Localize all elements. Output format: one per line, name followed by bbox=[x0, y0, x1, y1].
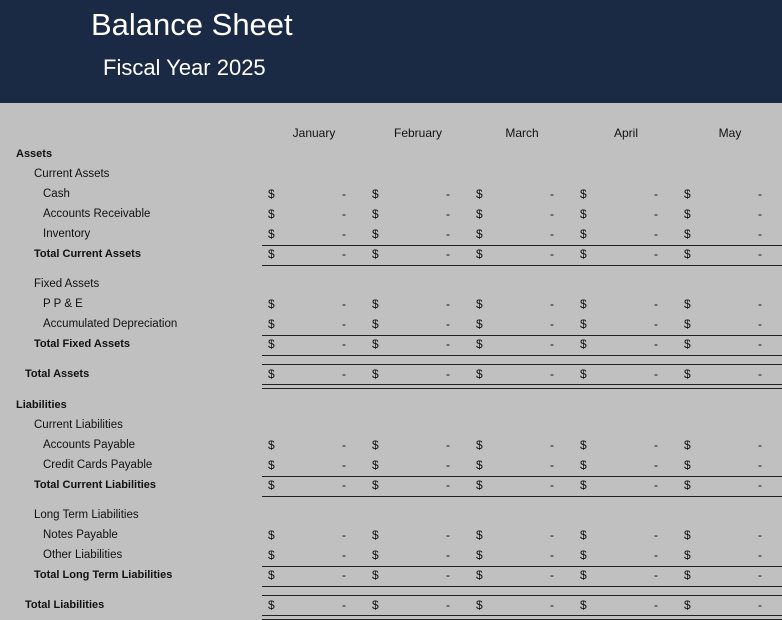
currency-symbol: $ bbox=[684, 528, 691, 542]
table-row bbox=[0, 245, 782, 265]
table-row bbox=[0, 476, 782, 496]
cell-value: - bbox=[758, 438, 762, 452]
currency-symbol: $ bbox=[684, 478, 691, 492]
cell-value: - bbox=[550, 438, 554, 452]
cell-value: - bbox=[758, 317, 762, 331]
row-label: Fixed Assets bbox=[34, 278, 100, 290]
table-row bbox=[0, 526, 782, 546]
table-row bbox=[0, 436, 782, 456]
table-row bbox=[0, 185, 782, 205]
currency-symbol: $ bbox=[580, 247, 587, 261]
row-label: Total Liabilities bbox=[25, 599, 105, 611]
month-header-may: May bbox=[718, 126, 742, 140]
total-rule bbox=[262, 586, 782, 587]
cell-value: - bbox=[342, 478, 346, 492]
currency-symbol: $ bbox=[268, 528, 275, 542]
cell-value: - bbox=[446, 548, 450, 562]
currency-symbol: $ bbox=[684, 438, 691, 452]
cell-value: - bbox=[446, 528, 450, 542]
currency-symbol: $ bbox=[268, 548, 275, 562]
cell-value: - bbox=[446, 337, 450, 351]
cell-value: - bbox=[654, 478, 658, 492]
cell-value: - bbox=[654, 187, 658, 201]
row-label: Current Liabilities bbox=[34, 419, 123, 431]
row-label: Total Current Assets bbox=[34, 248, 141, 260]
currency-symbol: $ bbox=[268, 317, 275, 331]
currency-symbol: $ bbox=[476, 458, 483, 472]
currency-symbol: $ bbox=[684, 227, 691, 241]
currency-symbol: $ bbox=[372, 548, 379, 562]
currency-symbol: $ bbox=[268, 337, 275, 351]
cell-value: - bbox=[342, 568, 346, 582]
currency-symbol: $ bbox=[476, 207, 483, 221]
month-header-march: March bbox=[505, 126, 539, 140]
currency-symbol: $ bbox=[580, 367, 587, 381]
row-label: Cash bbox=[43, 188, 70, 200]
sheet-subtitle: Fiscal Year 2025 bbox=[103, 55, 266, 80]
cell-value: - bbox=[758, 568, 762, 582]
cell-value: - bbox=[758, 548, 762, 562]
table-row bbox=[0, 456, 782, 476]
row-label: Long Term Liabilities bbox=[34, 509, 139, 521]
cell-value: - bbox=[446, 438, 450, 452]
cell-value: - bbox=[342, 337, 346, 351]
currency-symbol: $ bbox=[268, 478, 275, 492]
month-header-january: January bbox=[292, 126, 336, 140]
cell-value: - bbox=[342, 297, 346, 311]
cell-value: - bbox=[758, 367, 762, 381]
cell-value: - bbox=[446, 458, 450, 472]
row-label: Liabilities bbox=[16, 399, 67, 411]
table-row bbox=[0, 566, 782, 586]
cell-value: - bbox=[758, 297, 762, 311]
currency-symbol: $ bbox=[372, 367, 379, 381]
cell-value: - bbox=[758, 227, 762, 241]
table-row bbox=[0, 165, 782, 185]
cell-value: - bbox=[654, 367, 658, 381]
cell-value: - bbox=[550, 337, 554, 351]
cell-value: - bbox=[550, 207, 554, 221]
cell-value: - bbox=[446, 207, 450, 221]
currency-symbol: $ bbox=[580, 528, 587, 542]
currency-symbol: $ bbox=[476, 317, 483, 331]
cell-value: - bbox=[342, 187, 346, 201]
cell-value: - bbox=[446, 568, 450, 582]
cell-value: - bbox=[550, 367, 554, 381]
table-row bbox=[0, 506, 782, 526]
cell-value: - bbox=[758, 458, 762, 472]
table-row bbox=[0, 596, 782, 616]
row-label: P P & E bbox=[43, 298, 83, 310]
currency-symbol: $ bbox=[268, 207, 275, 221]
table-row bbox=[0, 416, 782, 436]
currency-symbol: $ bbox=[268, 187, 275, 201]
currency-symbol: $ bbox=[476, 367, 483, 381]
total-rule bbox=[262, 496, 782, 497]
currency-symbol: $ bbox=[684, 207, 691, 221]
cell-value: - bbox=[654, 297, 658, 311]
currency-symbol: $ bbox=[372, 337, 379, 351]
currency-symbol: $ bbox=[268, 227, 275, 241]
currency-symbol: $ bbox=[268, 247, 275, 261]
row-label: Accounts Receivable bbox=[43, 208, 151, 220]
row-label: Total Long Term Liabilities bbox=[34, 569, 173, 581]
currency-symbol: $ bbox=[580, 317, 587, 331]
total-rule bbox=[262, 265, 782, 266]
row-label: Total Assets bbox=[25, 368, 90, 380]
row-label: Accounts Payable bbox=[43, 439, 136, 451]
currency-symbol: $ bbox=[476, 598, 483, 612]
currency-symbol: $ bbox=[580, 187, 587, 201]
cell-value: - bbox=[446, 598, 450, 612]
row-label: Assets bbox=[16, 148, 53, 160]
cell-value: - bbox=[654, 438, 658, 452]
cell-value: - bbox=[654, 548, 658, 562]
grand-total-top-rule bbox=[262, 364, 782, 365]
currency-symbol: $ bbox=[580, 458, 587, 472]
currency-symbol: $ bbox=[580, 297, 587, 311]
cell-value: - bbox=[550, 568, 554, 582]
cell-value: - bbox=[654, 227, 658, 241]
currency-symbol: $ bbox=[684, 548, 691, 562]
table-row bbox=[0, 365, 782, 385]
currency-symbol: $ bbox=[268, 598, 275, 612]
cell-value: - bbox=[654, 458, 658, 472]
balance-sheet-table bbox=[0, 103, 782, 618]
month-header-february: February bbox=[393, 126, 443, 140]
cell-value: - bbox=[342, 207, 346, 221]
row-label: Current Assets bbox=[34, 168, 110, 180]
currency-symbol: $ bbox=[684, 458, 691, 472]
row-label: Inventory bbox=[43, 228, 91, 240]
table-row bbox=[0, 225, 782, 245]
cell-value: - bbox=[446, 247, 450, 261]
currency-symbol: $ bbox=[372, 187, 379, 201]
currency-symbol: $ bbox=[476, 247, 483, 261]
currency-symbol: $ bbox=[372, 317, 379, 331]
cell-value: - bbox=[758, 337, 762, 351]
currency-symbol: $ bbox=[372, 478, 379, 492]
currency-symbol: $ bbox=[372, 568, 379, 582]
currency-symbol: $ bbox=[580, 568, 587, 582]
cell-value: - bbox=[446, 317, 450, 331]
cell-value: - bbox=[342, 458, 346, 472]
cell-value: - bbox=[550, 187, 554, 201]
currency-symbol: $ bbox=[372, 297, 379, 311]
cell-value: - bbox=[446, 227, 450, 241]
total-rule bbox=[262, 355, 782, 356]
table-row bbox=[0, 295, 782, 315]
currency-symbol: $ bbox=[476, 438, 483, 452]
currency-symbol: $ bbox=[684, 297, 691, 311]
cell-value: - bbox=[342, 367, 346, 381]
currency-symbol: $ bbox=[684, 568, 691, 582]
cell-value: - bbox=[654, 207, 658, 221]
currency-symbol: $ bbox=[580, 548, 587, 562]
cell-value: - bbox=[550, 548, 554, 562]
month-header-april: April bbox=[613, 126, 638, 140]
cell-value: - bbox=[342, 227, 346, 241]
cell-value: - bbox=[654, 568, 658, 582]
currency-symbol: $ bbox=[476, 548, 483, 562]
cell-value: - bbox=[446, 367, 450, 381]
currency-symbol: $ bbox=[372, 227, 379, 241]
currency-symbol: $ bbox=[372, 247, 379, 261]
currency-symbol: $ bbox=[476, 568, 483, 582]
sheet-title: Balance Sheet bbox=[91, 7, 293, 42]
currency-symbol: $ bbox=[476, 478, 483, 492]
currency-symbol: $ bbox=[476, 297, 483, 311]
cell-value: - bbox=[550, 247, 554, 261]
cell-value: - bbox=[446, 187, 450, 201]
table-row bbox=[0, 315, 782, 335]
cell-value: - bbox=[550, 297, 554, 311]
cell-value: - bbox=[550, 598, 554, 612]
cell-value: - bbox=[758, 247, 762, 261]
currency-symbol: $ bbox=[684, 598, 691, 612]
currency-symbol: $ bbox=[372, 528, 379, 542]
currency-symbol: $ bbox=[684, 247, 691, 261]
cell-value: - bbox=[758, 187, 762, 201]
currency-symbol: $ bbox=[476, 227, 483, 241]
cell-value: - bbox=[654, 247, 658, 261]
currency-symbol: $ bbox=[268, 568, 275, 582]
currency-symbol: $ bbox=[372, 458, 379, 472]
cell-value: - bbox=[550, 528, 554, 542]
currency-symbol: $ bbox=[580, 598, 587, 612]
table-row bbox=[0, 205, 782, 225]
currency-symbol: $ bbox=[372, 598, 379, 612]
cell-value: - bbox=[758, 478, 762, 492]
currency-symbol: $ bbox=[580, 207, 587, 221]
currency-symbol: $ bbox=[684, 337, 691, 351]
currency-symbol: $ bbox=[268, 367, 275, 381]
cell-value: - bbox=[654, 598, 658, 612]
cell-value: - bbox=[758, 528, 762, 542]
row-label: Total Current Liabilities bbox=[34, 479, 157, 491]
cell-value: - bbox=[342, 247, 346, 261]
table-row bbox=[0, 145, 782, 165]
currency-symbol: $ bbox=[684, 367, 691, 381]
cell-value: - bbox=[654, 337, 658, 351]
currency-symbol: $ bbox=[476, 337, 483, 351]
row-label: Accumulated Depreciation bbox=[43, 318, 178, 330]
row-label: Other Liabilities bbox=[43, 549, 123, 561]
cell-value: - bbox=[342, 548, 346, 562]
cell-value: - bbox=[342, 317, 346, 331]
grand-total-double-rule bbox=[262, 384, 782, 389]
cell-value: - bbox=[550, 317, 554, 331]
cell-value: - bbox=[550, 458, 554, 472]
grand-total-top-rule bbox=[262, 595, 782, 596]
table-row bbox=[0, 335, 782, 355]
table-row bbox=[0, 396, 782, 416]
cell-value: - bbox=[654, 528, 658, 542]
cell-value: - bbox=[446, 297, 450, 311]
table-row bbox=[0, 275, 782, 295]
currency-symbol: $ bbox=[580, 337, 587, 351]
table-row bbox=[0, 546, 782, 566]
currency-symbol: $ bbox=[372, 438, 379, 452]
row-label: Notes Payable bbox=[43, 529, 118, 541]
currency-symbol: $ bbox=[476, 187, 483, 201]
row-label: Credit Cards Payable bbox=[43, 459, 153, 471]
cell-value: - bbox=[550, 227, 554, 241]
cell-value: - bbox=[550, 478, 554, 492]
cell-value: - bbox=[758, 598, 762, 612]
cell-value: - bbox=[446, 478, 450, 492]
cell-value: - bbox=[342, 528, 346, 542]
currency-symbol: $ bbox=[684, 187, 691, 201]
cell-value: - bbox=[342, 598, 346, 612]
currency-symbol: $ bbox=[684, 317, 691, 331]
currency-symbol: $ bbox=[268, 458, 275, 472]
currency-symbol: $ bbox=[580, 227, 587, 241]
currency-symbol: $ bbox=[268, 297, 275, 311]
cell-value: - bbox=[758, 207, 762, 221]
currency-symbol: $ bbox=[580, 478, 587, 492]
currency-symbol: $ bbox=[580, 438, 587, 452]
cell-value: - bbox=[654, 317, 658, 331]
sheet-header bbox=[0, 0, 782, 103]
currency-symbol: $ bbox=[268, 438, 275, 452]
row-label: Total Fixed Assets bbox=[34, 338, 130, 350]
currency-symbol: $ bbox=[372, 207, 379, 221]
currency-symbol: $ bbox=[476, 528, 483, 542]
cell-value: - bbox=[342, 438, 346, 452]
